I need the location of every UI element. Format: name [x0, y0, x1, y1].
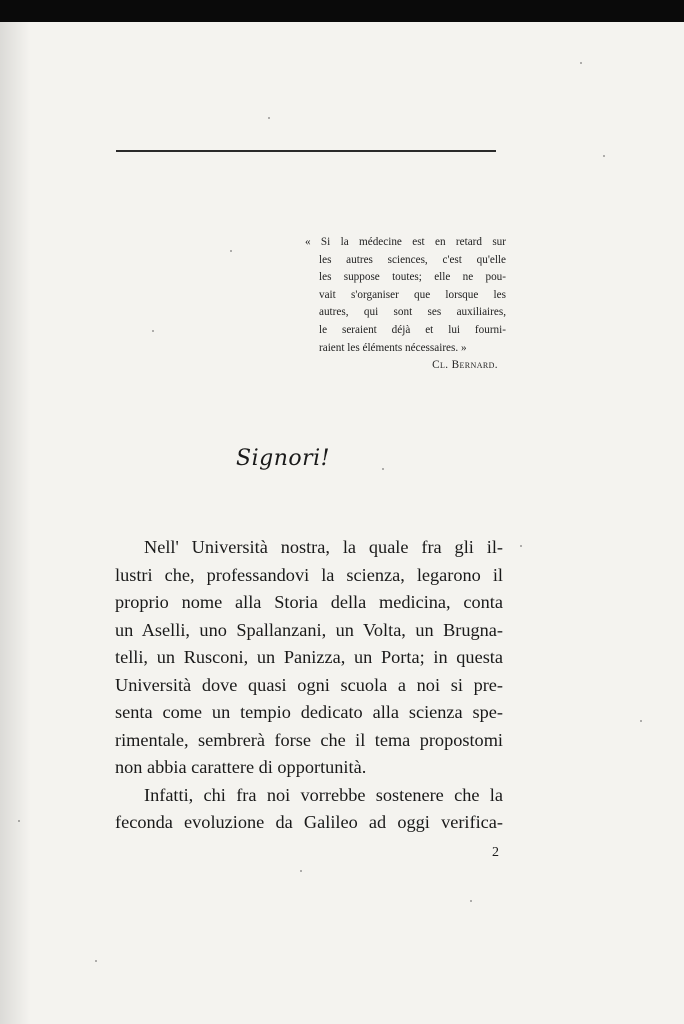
page-gutter-shadow: [0, 22, 30, 1024]
body-line: Nell' Università nostra, la quale fra gli il-: [144, 537, 503, 557]
body-line: Università dove quasi ogni scuola a noi si pre-: [115, 674, 503, 695]
body-paragraphs: [115, 534, 503, 837]
paper-speck: [640, 720, 642, 722]
epigraph-line: les suppose toutes; elle ne pou-: [319, 271, 506, 284]
paper-speck: [18, 820, 20, 822]
epigraph-author: Cl. Bernard.: [432, 359, 498, 372]
epigraph-line: « Si la médecine est en retard sur: [305, 236, 506, 248]
salutation-heading: Signori!: [236, 446, 330, 471]
paper-speck: [152, 330, 154, 332]
epigraph-line: le seraient déjà et lui fourni-: [319, 323, 506, 336]
body-line: non abbia carattere di opportunità.: [115, 757, 367, 777]
epigraph-line: vait s'organiser que lorsque les: [319, 288, 506, 301]
page-number: 2: [492, 845, 499, 860]
body-line: feconda evoluzione da Galileo ad oggi verifica-: [115, 812, 503, 832]
body-line: proprio nome alla Storia della medicina, conta: [115, 592, 503, 612]
paper-speck: [382, 468, 384, 470]
scan-top-border: [0, 0, 684, 22]
epigraph-quote: [300, 234, 506, 375]
paper-speck: [300, 870, 302, 872]
body-line: un Aselli, uno Spallanzani, un Volta, un Brugna-: [115, 619, 503, 640]
body-line: senta come un tempio dedicato alla scienza spe-: [115, 702, 503, 722]
paper-speck: [268, 117, 270, 119]
paper-speck: [470, 900, 472, 902]
header-rule: [116, 150, 496, 152]
epigraph-line: les autres sciences, c'est qu'elle: [319, 253, 506, 266]
epigraph-line: autres, qui sont ses auxiliaires,: [319, 306, 506, 319]
paper-speck: [580, 62, 582, 64]
paper-speck: [520, 545, 522, 547]
body-line: lustri che, professandovi la scienza, legarono il: [115, 564, 503, 585]
body-line: telli, un Rusconi, un Panizza, un Porta; in questa: [115, 647, 503, 667]
paper-speck: [230, 250, 232, 252]
body-line: Infatti, chi fra noi vorrebbe sostenere che la: [144, 784, 503, 805]
body-line: rimentale, sembrerà forse che il tema propostomi: [115, 729, 503, 750]
paper-speck: [95, 960, 97, 962]
epigraph-line: raient les éléments nécessaires. »: [319, 341, 467, 354]
paper-speck: [603, 155, 605, 157]
